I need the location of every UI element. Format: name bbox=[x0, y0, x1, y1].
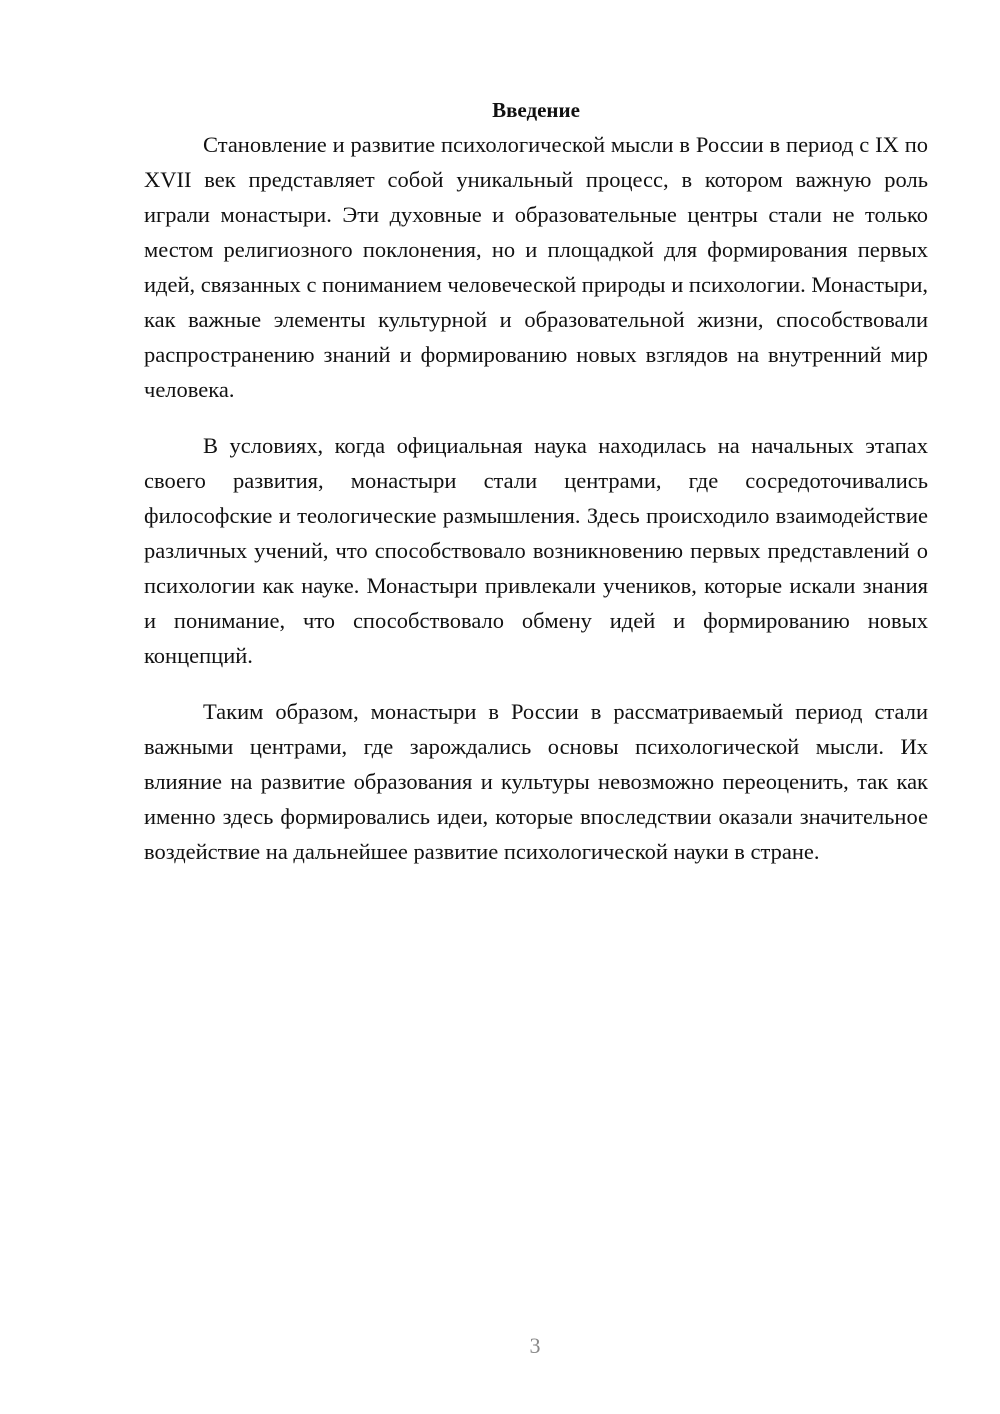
section-heading: Введение bbox=[492, 98, 580, 122]
paragraph-2: В условиях, когда официальная наука находилась на начальных этапах своего развития, монастыри стали центрами, где сосредоточивались философские и теологические размышления. Здесь происходило взаимодействие различных учений, что способствовало возникновению первых представлений о психологии как науке. Монастыри привлекали учеников, которые искали знания и понимание, что способствовало обмену идей и формированию новых концепций. bbox=[144, 433, 928, 668]
page-content bbox=[144, 95, 928, 890]
page-number: 3 bbox=[529, 1333, 541, 1358]
paragraph-3: Таким образом, монастыри в России в рассматриваемый период стали важными центрами, где зарождались основы психологической мысли. Их влияние на развитие образования и культуры невозможно переоценить, так как именно здесь формировались идеи, которые впоследствии оказали значительное воздействие на дальнейшее развитие психологической науки в стране. bbox=[144, 699, 928, 864]
paragraph-1: Становление и развитие психологической мысли в России в период с IX по XVII век представляет собой уникальный процесс, в котором важную роль играли монастыри. Эти духовные и образовательные центры стали не только местом религиозного поклонения, но и площадкой для формирования первых идей, связанных с пониманием человеческой природы и психологии. Монастыри, как важные элементы культурной и образовательной жизни, способствовали распространению знаний и формированию новых взглядов на внутренний мир человека. bbox=[144, 132, 928, 402]
